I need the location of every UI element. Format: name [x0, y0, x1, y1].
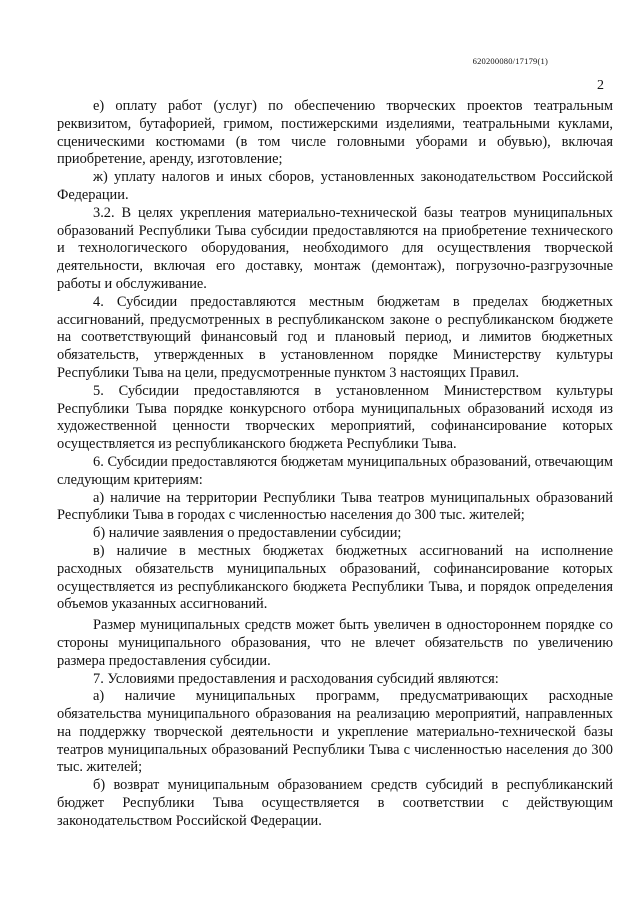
paragraph-6-b: б) наличие заявления о предоставлении субсидии;	[93, 525, 402, 542]
paragraph-7-a: а) наличие муниципальных программ, предусматривающих расходные обязательства муниципального образования на реализацию мероприятий, направленных на поддержку творческой деятельности и укрепление материально-технической базы театров муниципальных образований Республики Тыва с численностью населения до 300 тыс. жителей;	[57, 688, 613, 776]
paragraph-municipal-funds: Размер муниципальных средств может быть увеличен в одностороннем порядке со стороны муниципального образования, что не влечет обязательств по увеличению размера предоставления субсидии.	[57, 617, 613, 669]
paragraph-3-2: 3.2. В целях укрепления материально-технической базы театров муниципальных образований Республики Тыва субсидии предоставляются на приобретение технического и технологического оборудования, необходимого для осуществления творческой деятельности, включая его доставку, монтаж (демонтаж), погрузочно-разгрузочные работы и обслуживание.	[57, 204, 613, 292]
paragraph-6-a: а) наличие на территории Республики Тыва театров муниципальных образований Республики Тыва в городах с численностью населения до 300 тыс. жителей;	[57, 489, 613, 524]
paragraph-e-props: е) оплату работ (услуг) по обеспечению творческих проектов театральным реквизитом, бутафорией, гримом, постижерскими изделиями, театральными куклами, сценическими костюмами (в том числе головными уборами и обувью), включая приобретение, аренду, изготовление;	[57, 98, 613, 168]
paragraph-zh-taxes: ж) уплату налогов и иных сборов, установленных законодательством Российской Федерации.	[57, 169, 613, 203]
paragraph-7-b: б) возврат муниципальным образованием средств субсидий в республиканский бюджет Республики Тыва осуществляется в соответствии с действующим законодательством Российской Федерации.	[57, 777, 613, 829]
page-number: 2	[597, 78, 604, 93]
document-code: 620200080/17179(1)	[472, 56, 548, 66]
paragraph-6-v: в) наличие в местных бюджетах бюджетных ассигнований на исполнение расходных обязательств муниципальных образований, софинансирование которых осуществляется из республиканского бюджета Республики Тыва, и порядок определения объемов указанных ассигнований.	[57, 542, 613, 613]
paragraph-5: 5. Субсидии предоставляются в установленном Министерством культуры Республики Тыва порядке конкурсного отбора муниципальных образований исходя из художественной ценности творческих мероприятий, софинансирование которых осуществляется из республиканского бюджета Республики Тыва.	[57, 382, 613, 453]
paragraph-4: 4. Субсидии предоставляются местным бюджетам в пределах бюджетных ассигнований, предусмотренных в республиканском законе о республиканском бюджете на соответствующий финансовый год и плановый период, и лимитов бюджетных обязательств, утвержденных в установленном порядке Министерству культуры Республики Тыва на цели, предусмотренные пунктом 3 настоящих Правил.	[57, 293, 613, 381]
paragraph-6: 6. Субсидии предоставляются бюджетам муниципальных образований, отвечающим следующим критериям:	[57, 453, 613, 488]
document-body	[57, 98, 613, 831]
paragraph-7: 7. Условиями предоставления и расходования субсидий являются:	[93, 670, 499, 687]
